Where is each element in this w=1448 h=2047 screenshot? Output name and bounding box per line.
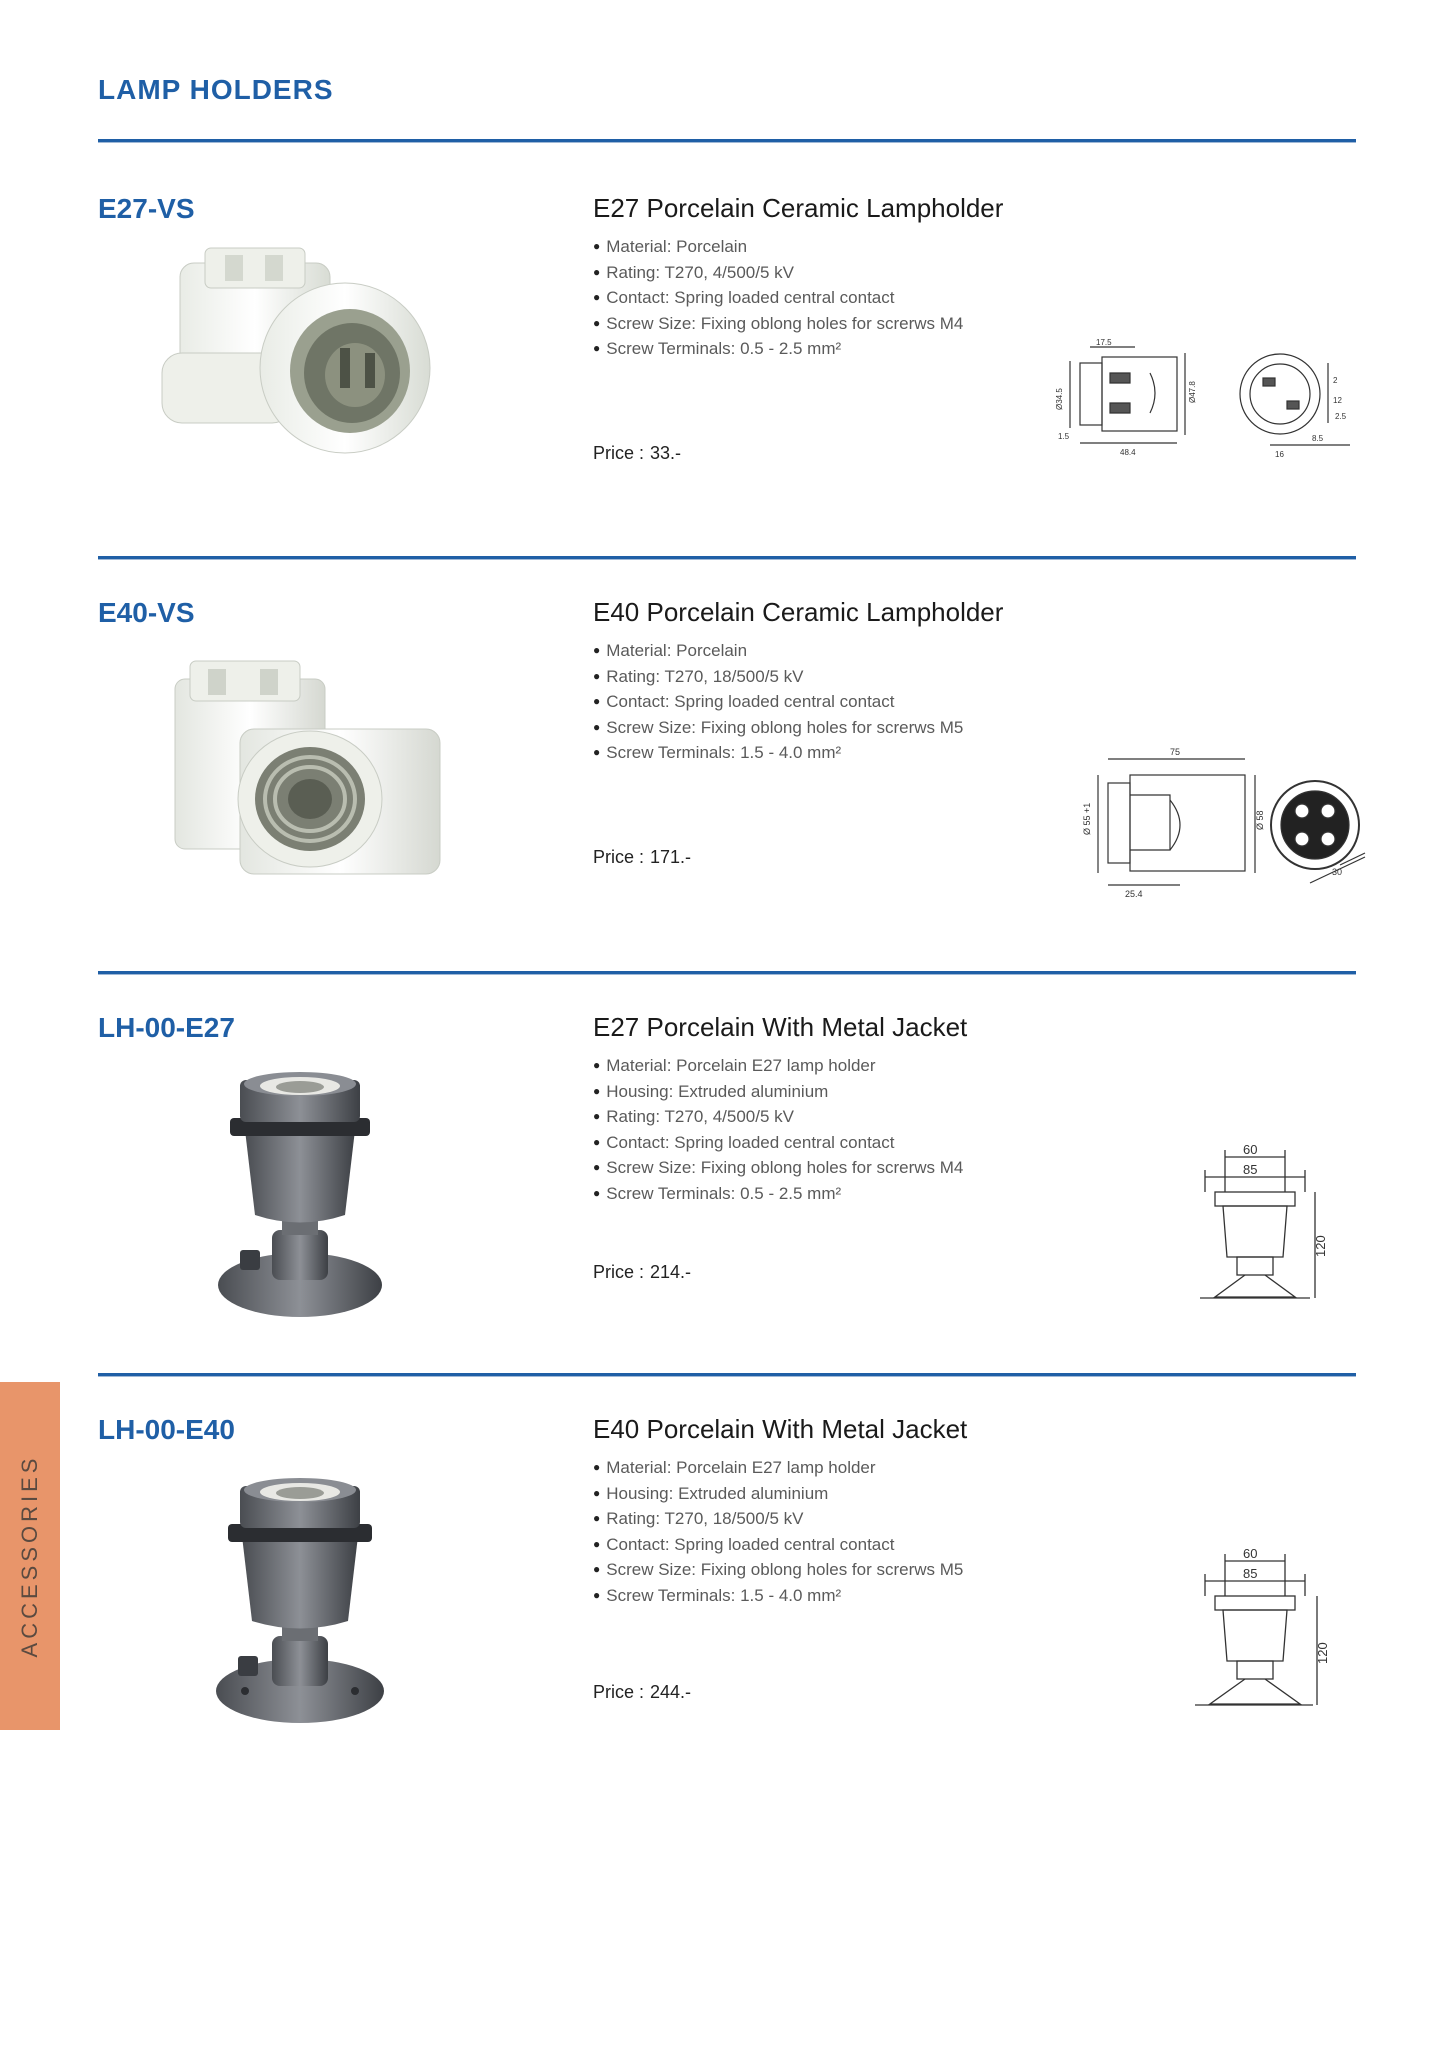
spec-item: ● Screw Size: Fixing oblong holes for screrws M4 — [593, 1156, 963, 1182]
dim-label: 16 — [1275, 450, 1284, 459]
price — [593, 847, 691, 868]
price-label: Price : — [593, 443, 645, 463]
price — [593, 1682, 691, 1703]
dim-label: 1.5 — [1058, 432, 1070, 441]
spec-list — [593, 1054, 963, 1208]
spec-item: ● Rating: T270, 18/500/5 kV — [593, 665, 963, 691]
spec-item: ● Rating: T270, 4/500/5 kV — [593, 1105, 963, 1131]
spec-item: ● Screw Size: Fixing oblong holes for screrws M4 — [593, 312, 963, 338]
spec-item: ● Housing: Extruded aluminium — [593, 1482, 963, 1508]
product-photo-porcelain-holder — [160, 659, 460, 884]
price-value: 214.- — [650, 1262, 692, 1282]
spec-item: ● Screw Size: Fixing oblong holes for screrws M5 — [593, 1558, 963, 1584]
product-code: LH-00-E40 — [98, 1414, 235, 1445]
dim-label: Ø34.5 — [1055, 388, 1064, 410]
technical-drawing — [1195, 1546, 1345, 1731]
spec-item: ● Screw Size: Fixing oblong holes for screrws M5 — [593, 716, 963, 742]
price-label: Price : — [593, 847, 645, 867]
section-divider — [98, 971, 1356, 975]
technical-drawing — [1195, 1142, 1345, 1327]
product-photo-metal-jacket-holder — [210, 1476, 390, 1731]
spec-item: ● Contact: Spring loaded central contact — [593, 1533, 963, 1559]
dim-label: 17.5 — [1096, 338, 1112, 347]
dim-label: 120 — [1313, 1235, 1328, 1257]
product-photo-porcelain-holder — [150, 243, 450, 468]
page-title: LAMP HOLDERS — [98, 74, 334, 105]
spec-item: ● Material: Porcelain — [593, 235, 963, 261]
spec-item: ● Material: Porcelain — [593, 639, 963, 665]
spec-item: ● Material: Porcelain E27 lamp holder — [593, 1456, 963, 1482]
section-divider — [98, 139, 1356, 143]
spec-list — [593, 235, 963, 363]
dim-label: Ø 55 +1 — [1082, 802, 1092, 835]
product-name: E40 Porcelain Ceramic Lampholder — [593, 597, 1004, 627]
side-tab-accessories — [0, 1382, 60, 1730]
dim-label: 75 — [1170, 747, 1181, 757]
price — [593, 443, 681, 464]
price-label: Price : — [593, 1262, 645, 1282]
dim-label: Ø47.8 — [1188, 381, 1197, 403]
price — [593, 1262, 691, 1283]
spec-item: ● Contact: Spring loaded central contact — [593, 286, 963, 312]
dim-label: 25.4 — [1125, 889, 1143, 899]
product-name: E27 Porcelain Ceramic Lampholder — [593, 193, 1004, 223]
product-code: E27-VS — [98, 193, 195, 224]
spec-list — [593, 1456, 963, 1610]
dim-label: 12 — [1333, 396, 1342, 405]
spec-item: ● Rating: T270, 18/500/5 kV — [593, 1507, 963, 1533]
spec-item: ● Contact: Spring loaded central contact — [593, 690, 963, 716]
technical-drawing — [1050, 338, 1360, 468]
technical-drawing — [1070, 745, 1370, 910]
dim-label: Ø 58 — [1255, 810, 1265, 830]
product-photo-metal-jacket-holder — [210, 1070, 390, 1325]
product-code: LH-00-E27 — [98, 1012, 235, 1043]
spec-item: ● Contact: Spring loaded central contact — [593, 1131, 963, 1157]
price-value: 33.- — [650, 443, 682, 463]
product-name: E27 Porcelain With Metal Jacket — [593, 1012, 968, 1042]
dim-label: 2 — [1333, 376, 1338, 385]
price-value: 244.- — [650, 1682, 692, 1702]
spec-item: ● Screw Terminals: 0.5 - 2.5 mm² — [593, 1182, 963, 1208]
section-divider — [98, 1373, 1356, 1377]
section-divider — [98, 556, 1356, 560]
spec-item: ● Material: Porcelain E27 lamp holder — [593, 1054, 963, 1080]
price-value: 171.- — [650, 847, 692, 867]
dim-label: 85 — [1243, 1566, 1258, 1581]
dim-label: 60 — [1243, 1142, 1258, 1157]
product-code: E40-VS — [98, 597, 195, 628]
spec-item: ● Housing: Extruded aluminium — [593, 1080, 963, 1106]
dim-label: 60 — [1243, 1546, 1258, 1561]
side-tab-label: ACCESSORIES — [17, 1454, 42, 1658]
dim-label: 8.5 — [1312, 434, 1324, 443]
dim-label: 2.5 — [1335, 412, 1347, 421]
dim-label: 85 — [1243, 1162, 1258, 1177]
dim-label: 48.4 — [1120, 448, 1136, 457]
spec-item: ● Rating: T270, 4/500/5 kV — [593, 261, 963, 287]
spec-list — [593, 639, 963, 767]
spec-item: ● Screw Terminals: 1.5 - 4.0 mm² — [593, 741, 963, 767]
price-label: Price : — [593, 1682, 645, 1702]
dim-label: 30 — [1332, 867, 1343, 877]
dim-label: 120 — [1315, 1642, 1330, 1664]
spec-item: ● Screw Terminals: 0.5 - 2.5 mm² — [593, 337, 963, 363]
product-name: E40 Porcelain With Metal Jacket — [593, 1414, 968, 1444]
spec-item: ● Screw Terminals: 1.5 - 4.0 mm² — [593, 1584, 963, 1610]
